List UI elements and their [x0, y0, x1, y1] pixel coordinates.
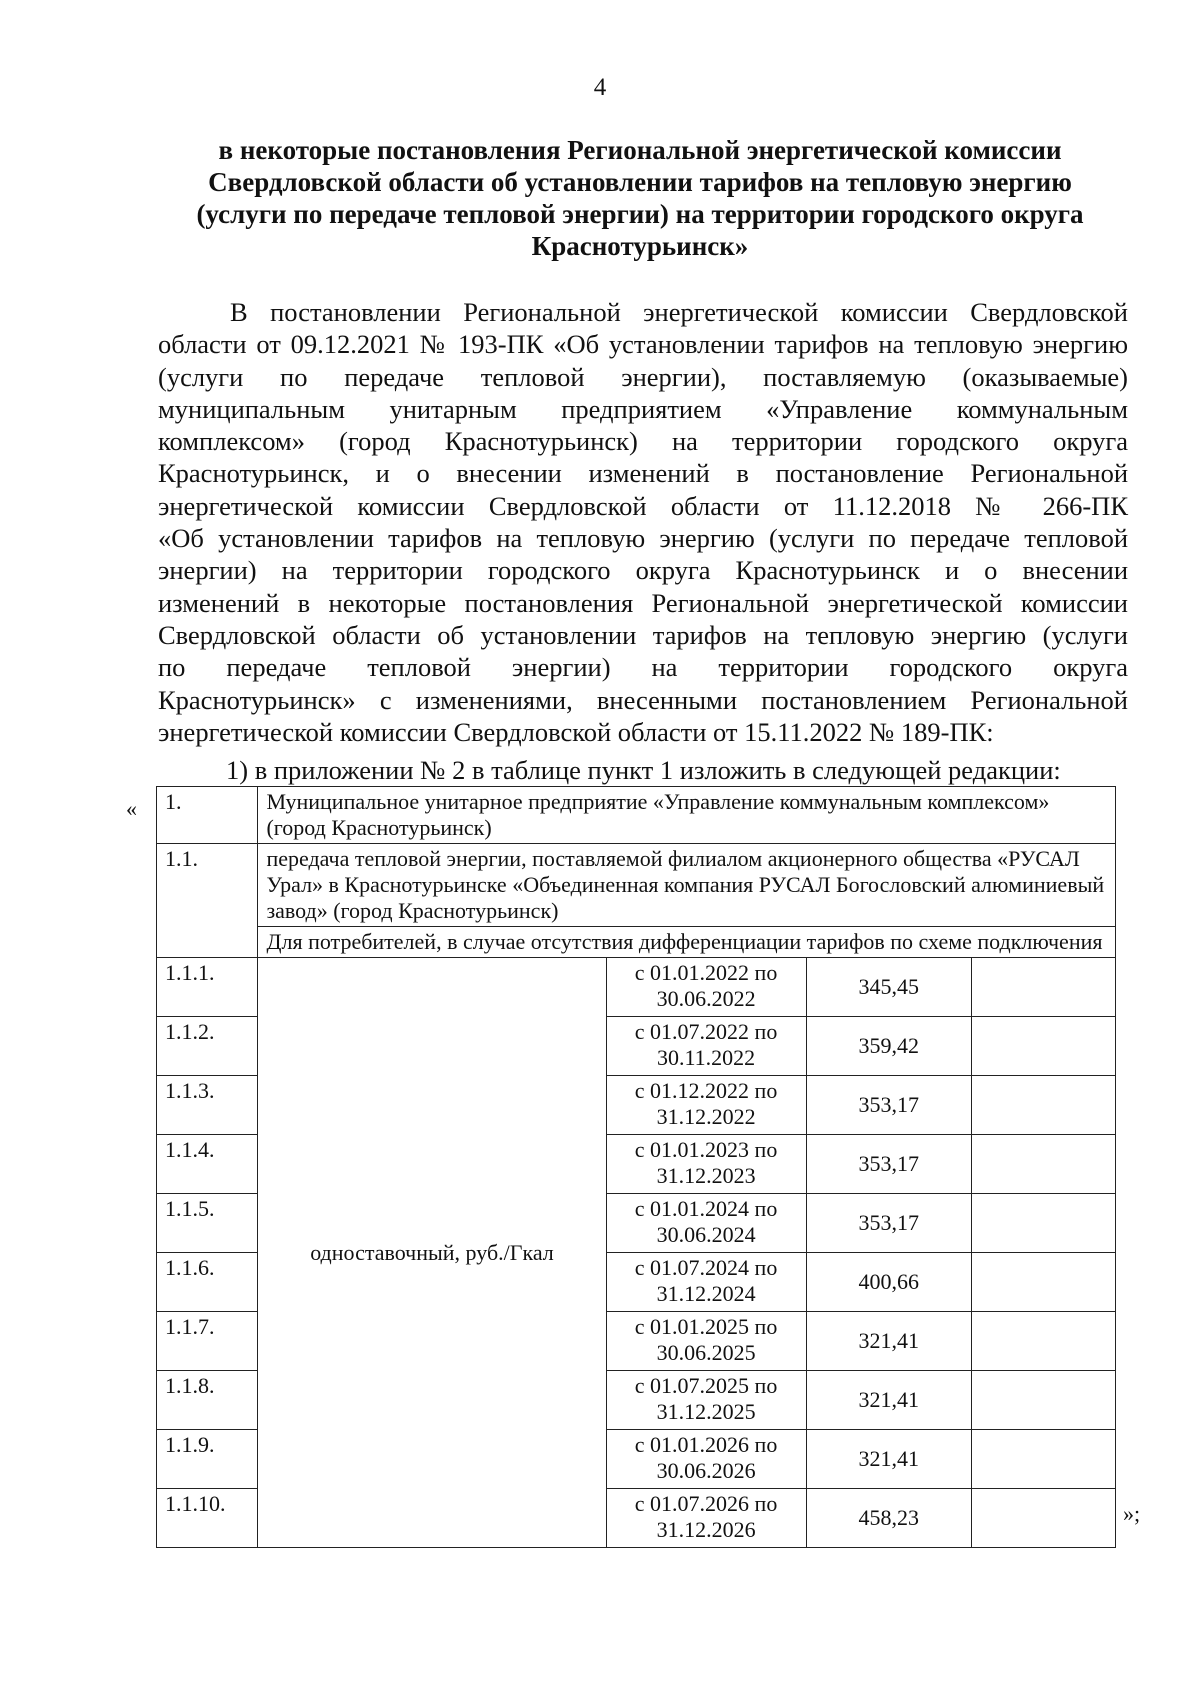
title-line: Свердловской области об установлении тарифов на тепловую энергию: [208, 167, 1072, 197]
body-line: энергетической комиссии Свердловской области от 15.11.2022 № 189-ПК:: [158, 716, 994, 747]
row-number: 1.1.9.: [157, 1430, 258, 1489]
item-1-text: 1) в приложении № 2 в таблице пункт 1 изложить в следующей редакции:: [226, 755, 1061, 785]
body-line: (услуги по передаче тепловой энергии), поставляемую (оказываемые): [158, 361, 1128, 392]
value-cell: 400,66: [806, 1253, 971, 1312]
table-row: [157, 787, 1116, 844]
value-cell: 321,41: [806, 1430, 971, 1489]
empty-cell: [971, 1430, 1115, 1489]
row-number: 1.1.10.: [157, 1489, 258, 1548]
service-cell: передача тепловой энергии, поставляемой филиалом акционерного общества «РУСАЛ Урал» в Краснотурьинске «Объединенная компания РУСАЛ Богословский алюминиевый завод» (город Краснотурьинск): [258, 844, 1116, 927]
period-cell: с 01.07.2022 по 30.11.2022: [606, 1017, 806, 1076]
body-paragraph: [158, 296, 1128, 748]
consumers-cell: Для потребителей, в случае отсутствия дифференциации тарифов по схеме подключения: [258, 927, 1116, 958]
period-cell: с 01.01.2022 по 30.06.2022: [606, 958, 806, 1017]
closing-quote: »;: [1123, 1501, 1141, 1526]
body-line: энергетической комиссии Свердловской области от 11.12.2018 № 266-ПК: [158, 490, 1128, 521]
tariff-table: [156, 786, 1116, 1548]
row-number: 1.: [157, 787, 258, 844]
period-cell: с 01.07.2024 по 31.12.2024: [606, 1253, 806, 1312]
period-cell: с 01.07.2026 по 31.12.2026: [606, 1489, 806, 1548]
row-number: 1.1.6.: [157, 1253, 258, 1312]
empty-cell: [971, 1312, 1115, 1371]
body-line: Свердловской области об установлении тарифов на тепловую энергию (услуги: [158, 619, 1128, 650]
table-row: [157, 958, 1116, 1017]
row-number: 1.1.: [157, 844, 258, 958]
period-cell: с 01.01.2026 по 30.06.2026: [606, 1430, 806, 1489]
table-row: [157, 927, 1116, 958]
period-cell: с 01.07.2025 по 31.12.2025: [606, 1371, 806, 1430]
body-line: Краснотурьинск, и о внесении изменений в постановление Региональной: [158, 458, 1128, 489]
value-cell: 345,45: [806, 958, 971, 1017]
value-cell: 321,41: [806, 1371, 971, 1430]
title-line: в некоторые постановления Региональной энергетической комиссии: [218, 135, 1062, 165]
body-line: муниципальным унитарным предприятием «Управление коммунальным: [158, 393, 1128, 424]
value-cell: 353,17: [806, 1076, 971, 1135]
title-line: Краснотурьинск»: [531, 231, 749, 261]
row-number: 1.1.1.: [157, 958, 258, 1017]
body-line: В постановлении Региональной энергетической комиссии Свердловской: [230, 297, 1128, 327]
organization-cell: Муниципальное унитарное предприятие «Управление коммунальным комплексом» (город Краснотурьинск): [258, 787, 1116, 844]
body-line: по передаче тепловой энергии) на территории городского округа: [158, 652, 1128, 683]
empty-cell: [971, 1135, 1115, 1194]
page-number: 4: [593, 74, 607, 101]
body-line: изменений в некоторые постановления Региональной энергетической комиссии: [158, 587, 1128, 618]
document-title: [140, 134, 1140, 262]
tariff-type-cell: одноставочный, руб./Гкал: [258, 958, 606, 1548]
empty-cell: [971, 1489, 1115, 1548]
value-cell: 458,23: [806, 1489, 971, 1548]
empty-cell: [971, 1253, 1115, 1312]
opening-quote: «: [126, 796, 137, 821]
row-number: 1.1.8.: [157, 1371, 258, 1430]
period-cell: с 01.01.2024 по 30.06.2024: [606, 1194, 806, 1253]
value-cell: 321,41: [806, 1312, 971, 1371]
period-cell: с 01.01.2023 по 31.12.2023: [606, 1135, 806, 1194]
value-cell: 353,17: [806, 1194, 971, 1253]
period-cell: с 01.12.2022 по 31.12.2022: [606, 1076, 806, 1135]
row-number: 1.1.3.: [157, 1076, 258, 1135]
row-number: 1.1.5.: [157, 1194, 258, 1253]
empty-cell: [971, 1371, 1115, 1430]
empty-cell: [971, 1076, 1115, 1135]
table-row: [157, 844, 1116, 927]
row-number: 1.1.4.: [157, 1135, 258, 1194]
empty-cell: [971, 1017, 1115, 1076]
body-line: энергии) на территории городского округа Краснотурьинск и о внесении: [158, 555, 1128, 586]
body-line: Краснотурьинск» с изменениями, внесенными постановлением Региональной: [158, 684, 1128, 715]
title-line: (услуги по передаче тепловой энергии) на территории городского округа: [196, 199, 1084, 229]
period-cell: с 01.01.2025 по 30.06.2025: [606, 1312, 806, 1371]
row-number: 1.1.7.: [157, 1312, 258, 1371]
value-cell: 359,42: [806, 1017, 971, 1076]
empty-cell: [971, 1194, 1115, 1253]
body-line: «Об установлении тарифов на тепловую энергию (услуги по передаче тепловой: [158, 523, 1128, 554]
body-line: комплексом» (город Краснотурьинск) на территории городского округа: [158, 426, 1128, 457]
row-number: 1.1.2.: [157, 1017, 258, 1076]
value-cell: 353,17: [806, 1135, 971, 1194]
empty-cell: [971, 958, 1115, 1017]
body-line: области от 09.12.2021 № 193-ПК «Об установлении тарифов на тепловую энергию: [158, 329, 1128, 360]
